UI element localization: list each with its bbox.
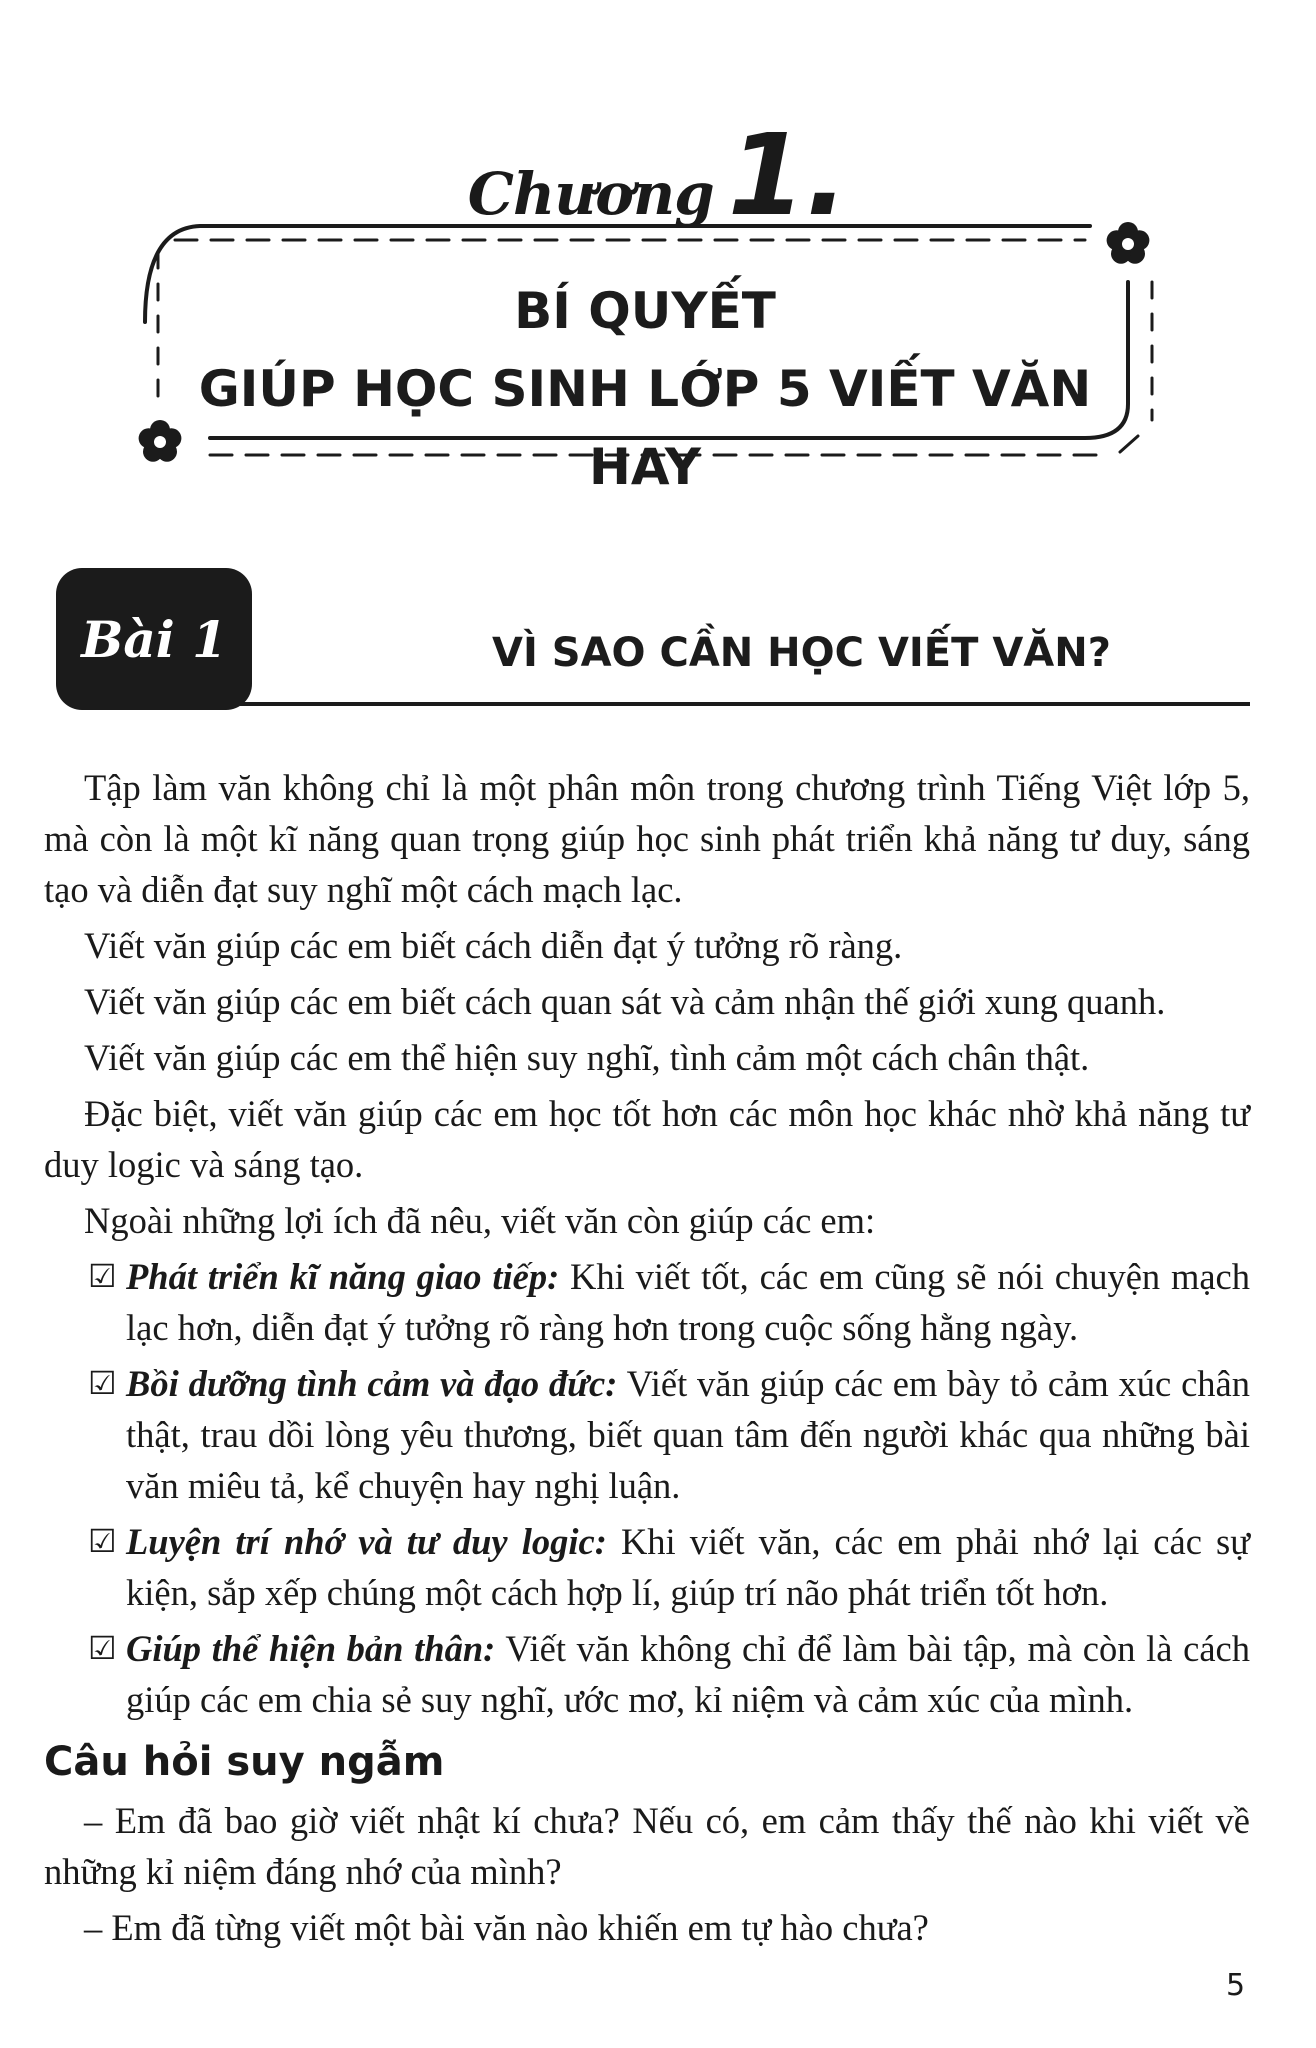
checkbox-icon: ☑ [88,1364,117,1402]
paragraph: Ngoài những lợi ích đã nêu, viết văn còn giúp các em: [84,1200,876,1241]
chapter-word: Chương [467,160,714,228]
lesson-heading: VÌ SAO CẦN HỌC VIẾT VĂN? [492,630,1111,676]
benefit-term: Bồi dưỡng tình cảm và đạo đức: [126,1363,618,1404]
chapter-title-line-2: GIÚP HỌC SINH LỚP 5 VIẾT VĂN HAY [198,360,1092,496]
checkbox-icon: ☑ [88,1257,117,1295]
chapter-title-line-1: BÍ QUYẾT [514,282,776,340]
chapter-title [180,272,1110,506]
page-number: 5 [1226,1968,1246,2003]
benefit-item [44,1623,1250,1725]
benefit-text: Khi viết văn, các em phải nhớ lại các sự kiện, sắp xếp chúng một cách hợp lí, giúp trí não phát triển tốt hơn. [126,1521,1250,1613]
benefit-term: Giúp thể hiện bản thân: [126,1628,496,1669]
benefit-text: Khi viết tốt, các em cũng sẽ nói chuyện mạch lạc hơn, diễn đạt ý tưởng rõ ràng hơn trong cuộc sống hằng ngày. [126,1256,1250,1348]
paragraph: Tập làm văn không chỉ là một phân môn trong chương trình Tiếng Việt lớp 5, mà còn là một kĩ năng quan trọng giúp học sinh phát triển khả năng tư duy, sáng tạo và diễn đạt suy nghĩ một cách mạch lạc. [44,767,1250,910]
checkbox-icon: ☑ [88,1522,117,1560]
flower-icon [139,420,182,462]
benefit-item [44,1251,1250,1353]
chapter-number: 1. [727,111,849,241]
benefit-item [44,1358,1250,1511]
flower-icon [1107,222,1150,264]
paragraph: Đặc biệt, viết văn giúp các em học tốt hơn các môn học khác nhờ khả năng tư duy logic và sáng tạo. [44,1093,1250,1185]
reflection-heading: Câu hỏi suy ngẫm [44,1739,445,1785]
paragraph: Viết văn giúp các em thể hiện suy nghĩ, tình cảm một cách chân thật. [84,1037,1090,1078]
benefit-item [44,1516,1250,1618]
paragraph: Viết văn giúp các em biết cách quan sát và cảm nhận thế giới xung quanh. [84,981,1166,1022]
benefit-term: Luyện trí nhớ và tư duy logic: [126,1521,607,1562]
checkbox-icon: ☑ [88,1629,117,1667]
benefit-text: Viết văn không chỉ để làm bài tập, mà còn là cách giúp các em chia sẻ suy nghĩ, ước mơ, kỉ niệm và cảm xúc của mình. [126,1628,1250,1720]
lesson-body [44,762,1250,1958]
reflection-question: – Em đã bao giờ viết nhật kí chưa? Nếu có, em cảm thấy thế nào khi viết về những kỉ niệm đáng nhớ của mình? [44,1800,1250,1892]
benefit-text: Viết văn giúp các em bày tỏ cảm xúc chân thật, trau dồi lòng yêu thương, biết quan tâm đến người khác qua những bài văn miêu tả, kể chuyện hay nghị luận. [126,1363,1250,1506]
lesson-rule [240,702,1250,706]
benefit-term: Phát triển kĩ năng giao tiếp: [126,1256,560,1297]
reflection-question: – Em đã từng viết một bài văn nào khiến em tự hào chưa? [84,1907,929,1948]
paragraph: Viết văn giúp các em biết cách diễn đạt ý tưởng rõ ràng. [84,925,903,966]
lesson-badge: Bài 1 [56,568,252,710]
